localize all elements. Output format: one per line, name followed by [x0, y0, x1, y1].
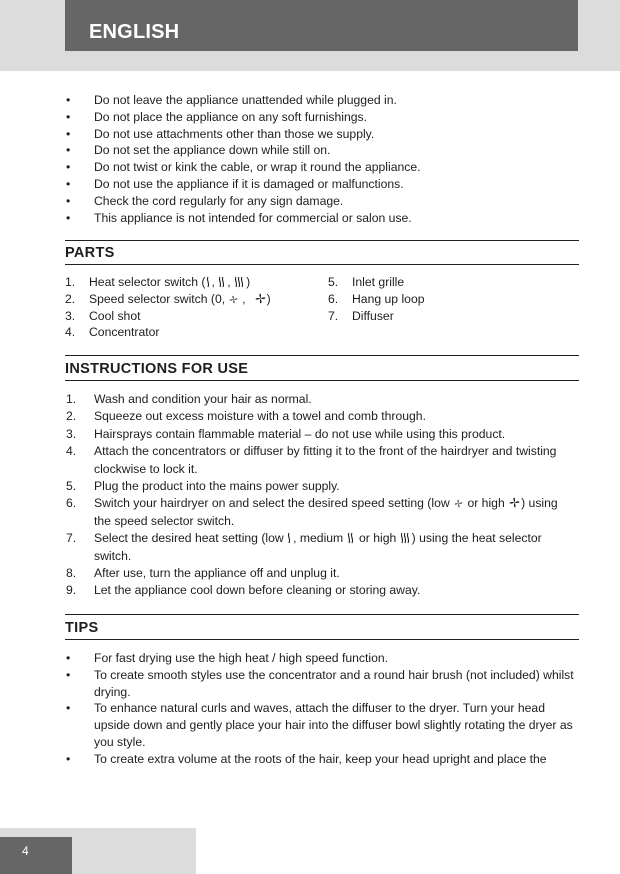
bullet-mark: • [66, 93, 71, 107]
instructions-list [66, 391, 578, 600]
language-bar [65, 0, 578, 51]
heat-high-icon [400, 532, 412, 544]
list-item: 3. Cool shot [65, 308, 141, 323]
list-item: • For fast drying use the high heat / high speed function. [66, 651, 389, 665]
tips-heading: TIPS [65, 620, 99, 636]
list-item: 5. Plug the product into the mains power supply. [66, 479, 340, 494]
bullet-mark: • [66, 109, 71, 124]
list-item: 6. Switch your hairdryer on and select the desired speed setting (low or high ) using the speed selector switch. [66, 496, 558, 528]
list-item: 7. Select the desired heat setting (low , medium or high ) using the heat selector switch. [66, 531, 542, 563]
list-item: 3. Hairsprays contain flammable material – do not use while using this product. [66, 426, 506, 441]
page-number-box [0, 837, 72, 874]
list-item: • Do not set the appliance down while still on. [66, 143, 331, 158]
safety-list [66, 92, 576, 226]
section-divider [65, 380, 579, 381]
fan-low-icon [453, 498, 464, 509]
list-item: 5. Inlet grille [328, 275, 405, 289]
fan-high-icon [254, 292, 267, 305]
instructions-heading: INSTRUCTIONS FOR USE [65, 361, 249, 377]
section-divider [65, 614, 579, 615]
list-item: 8. After use, turn the appliance off and unplug it. [66, 566, 340, 581]
bullet-mark: • [66, 176, 71, 191]
list-item: • Do not place the appliance on any soft furnishings. [66, 109, 368, 124]
heat-medium-icon [347, 532, 356, 544]
parts-list-left [65, 274, 315, 341]
bullet-mark: • [66, 751, 71, 766]
section-divider [65, 240, 579, 241]
page-number: 4 [22, 844, 29, 858]
bullet-mark: • [66, 210, 71, 225]
list-item: • Do not twist or kink the cable, or wrap it round the appliance. [66, 160, 421, 175]
bullet-mark: • [66, 651, 71, 665]
list-item: • To enhance natural curls and waves, attach the diffuser to the dryer. Turn your head upside down and gently place your hair into the diffuser bowl slightly rotating the dryer as you style. [66, 701, 573, 749]
list-item: • This appliance is not intended for commercial or salon use. [66, 210, 412, 225]
section-divider [65, 639, 579, 640]
fan-low-icon [228, 294, 239, 305]
tips-list [66, 650, 576, 768]
list-item: 4. Attach the concentrators or diffuser by fitting it to the front of the hairdryer and twisting clockwise to lock it. [66, 444, 557, 476]
bullet-mark: • [66, 193, 71, 208]
bullet-mark: • [66, 126, 71, 141]
list-item: • To create extra volume at the roots of the hair, keep your head upright and place the [66, 751, 547, 766]
fan-high-icon [508, 496, 521, 509]
list-item: • Check the cord regularly for any sign damage. [66, 193, 344, 208]
parts-list-right [328, 274, 578, 324]
list-item: 9. Let the appliance cool down before cleaning or storing away. [66, 583, 421, 598]
list-item: 1. Wash and condition your hair as normal. [66, 392, 312, 406]
language-title: ENGLISH [89, 21, 180, 43]
bullet-mark: • [66, 701, 71, 716]
list-item: 6. Hang up loop [328, 291, 425, 306]
list-item: 7. Diffuser [328, 308, 394, 323]
bullet-mark: • [66, 143, 71, 158]
parts-heading: PARTS [65, 245, 115, 261]
bullet-mark: • [66, 667, 71, 682]
list-item: • Do not use the appliance if it is damaged or malfunctions. [66, 176, 404, 191]
list-item: 2. Squeeze out excess moisture with a towel and comb through. [66, 409, 426, 424]
list-item: 2. Speed selector switch (0, , ) [65, 291, 271, 306]
list-item: • Do not use attachments other than those we supply. [66, 126, 375, 141]
section-divider [65, 355, 579, 356]
heat-medium-icon [218, 276, 227, 288]
list-item: • Do not leave the appliance unattended while plugged in. [66, 93, 397, 107]
list-item: • To create smooth styles use the concentrator and a round hair brush (not included) whilst drying. [66, 667, 574, 699]
list-item: 1. Heat selector switch ( , , ) [65, 275, 251, 289]
list-item: 4. Concentrator [65, 325, 160, 340]
section-divider [65, 264, 579, 265]
heat-high-icon [234, 276, 246, 288]
bullet-mark: • [66, 160, 71, 175]
